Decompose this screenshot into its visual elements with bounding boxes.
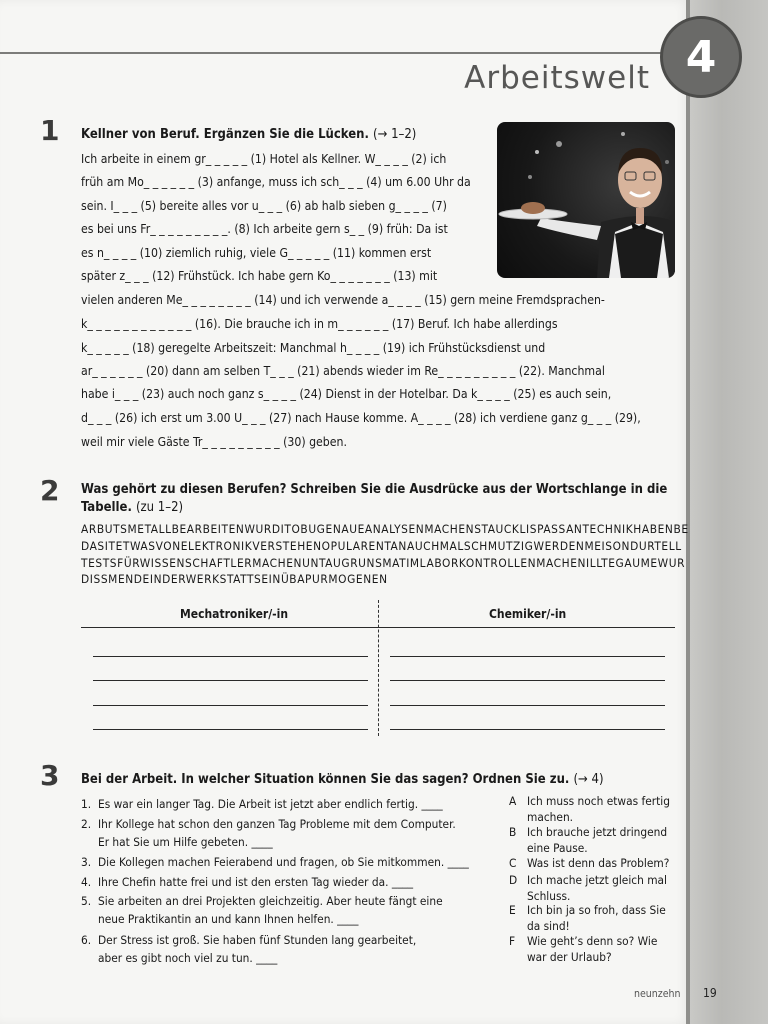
- situation-number: 3.: [81, 855, 92, 869]
- page-edge-line: [686, 0, 690, 1024]
- answer-option: [509, 903, 679, 934]
- exercise-2-heading: [81, 481, 667, 517]
- gap-text-line: habe i_ _ _ (23) auch noch ganz s_ _ _ _ (24) Dienst in der Hotelbar. Da k_ _ _ _ (25) es auch sein,: [81, 387, 612, 401]
- answer-letter: D: [509, 873, 518, 887]
- page-number-word: neunzehn: [634, 988, 681, 1000]
- chapter-badge: 4: [660, 16, 742, 98]
- answer-option: [509, 794, 679, 825]
- answer-text: da sind!: [527, 918, 570, 933]
- table-answer-line[interactable]: [93, 705, 368, 706]
- waiter-photo: [497, 122, 675, 278]
- answer-letter: C: [509, 856, 517, 870]
- page-edge: [690, 0, 768, 1024]
- gap-text-line: ar_ _ _ _ _ _ (20) dann am selben T_ _ _ (21) abends wieder im Re_ _ _ _ _ _ _ _ _ (22). Manchmal: [81, 364, 605, 378]
- word-snake-line: DASITETWASVONELEKTRONIKVERSTEHENOPULARENTANAUCHMALSCHMUTZIGWERDENMEISONDURTELL: [81, 539, 682, 553]
- gap-text-line: später z_ _ _ (12) Frühstück. Ich habe gern Ko_ _ _ _ _ _ _ (13) mit: [81, 269, 438, 283]
- exercise-1-title: Kellner von Beruf. Ergänzen Sie die Lücken.: [81, 127, 369, 142]
- answer-text: Wie geht’s denn so? Wie: [527, 934, 658, 948]
- exercise-1-heading: [81, 126, 416, 144]
- gap-text-line: sein. I_ _ _ (5) bereite alles vor u_ _ _ (6) ab halb sieben g_ _ _ _ (7): [81, 199, 447, 213]
- table-answer-line[interactable]: [93, 729, 368, 730]
- answer-option: [509, 856, 679, 872]
- chapter-title: Arbeitswelt: [464, 60, 650, 96]
- exercise-2-number: 2: [40, 474, 60, 507]
- situation-text: aber es gibt noch viel zu tun. ____: [98, 951, 278, 965]
- word-snake-line: ARBUTSMETALLBEARBEITENWURDITOBUGENAUEANALYSENMACHENSTAUCKLISPASSANTECHNIKHABENBE: [81, 522, 689, 536]
- exercise-1-number: 1: [40, 114, 60, 147]
- gap-text-line: k_ _ _ _ _ _ _ _ _ _ _ _ (16). Die brauche ich in m_ _ _ _ _ _ (17) Beruf. Ich habe allerdings: [81, 317, 558, 331]
- table-header-chemiker: Chemiker/-in: [489, 607, 567, 621]
- exercise-1-ref: (→ 1–2): [373, 127, 417, 142]
- situation-text: neue Praktikantin an und kann Ihnen helfen. ____: [98, 912, 359, 926]
- answer-letter: B: [509, 825, 517, 839]
- exercise-2-title-line1: Was gehört zu diesen Berufen? Schreiben Sie die Ausdrücke aus der Wortschlange in die: [81, 482, 668, 497]
- situation-number: 4.: [81, 875, 92, 889]
- exercise-2-ref: (zu 1–2): [135, 500, 184, 515]
- gap-text-line: d_ _ _ (26) ich erst um 3.00 U_ _ _ (27) nach Hause komme. A_ _ _ _ (28) ich verdiene ganz g_ _ _ (29),: [81, 411, 641, 425]
- table-header-mechatroniker: Mechatroniker/-in: [180, 607, 289, 621]
- answer-option: [509, 934, 679, 965]
- situation-text: Der Stress ist groß. Sie haben fünf Stunden lang gearbeitet,: [98, 933, 417, 947]
- waiter-illustration: [497, 122, 675, 278]
- answer-option: [509, 825, 679, 856]
- situation-number: 5.: [81, 894, 92, 908]
- situation-item: [81, 931, 481, 967]
- table-column-divider: [378, 600, 379, 736]
- gap-text-line: es n_ _ _ _ (10) ziemlich ruhig, viele G_ _ _ _ _ (11) kommen erst: [81, 246, 432, 260]
- answer-text: Ich muss noch etwas fertig: [527, 794, 670, 808]
- gap-text-line: Ich arbeite in einem gr_ _ _ _ _ (1) Hotel als Kellner. W_ _ _ _ (2) ich: [81, 152, 447, 166]
- answer-letter: E: [509, 903, 516, 917]
- table-answer-line[interactable]: [390, 729, 665, 730]
- exercise-3-heading: [81, 771, 604, 789]
- situation-item: [81, 815, 481, 851]
- situation-text: Er hat Sie um Hilfe gebeten. ____: [98, 835, 273, 849]
- answer-text: Ich mache jetzt gleich mal: [527, 873, 668, 887]
- exercise-3-number: 3: [40, 759, 60, 792]
- table-answer-line[interactable]: [390, 705, 665, 706]
- answer-text: Was ist denn das Problem?: [527, 856, 670, 870]
- answer-letter: F: [509, 934, 516, 948]
- header-rule: [0, 52, 690, 54]
- gap-text-line: vielen anderen Me_ _ _ _ _ _ _ _ (14) und ich verwende a_ _ _ _ (15) gern meine Fremdsprachen-: [81, 293, 605, 307]
- answer-letter: A: [509, 794, 517, 808]
- table-answer-line[interactable]: [93, 656, 368, 657]
- answer-text: Ich brauche jetzt dringend: [527, 825, 668, 839]
- word-snake-line: TESTSFÜRWISSENSCHAFTLERMACHENUNTAUGRUNSMATIMLABORKONTROLLENMACHENILLTEGAUMEWUR: [81, 556, 686, 570]
- table-answer-line[interactable]: [390, 656, 665, 657]
- situation-item: [81, 795, 481, 813]
- answer-text: Schluss.: [527, 888, 571, 903]
- situation-number: 6.: [81, 933, 92, 947]
- table-answer-line[interactable]: [390, 680, 665, 681]
- gap-text-line: früh am Mo_ _ _ _ _ _ (3) anfange, muss ich sch_ _ _ (4) um 6.00 Uhr da: [81, 175, 471, 189]
- situation-item: [81, 853, 481, 871]
- situation-number: 1.: [81, 797, 92, 811]
- situation-item: [81, 892, 481, 928]
- gap-text-line: weil mir viele Gäste Tr_ _ _ _ _ _ _ _ _ (30) geben.: [81, 435, 347, 449]
- gap-text-line: es bei uns Fr_ _ _ _ _ _ _ _ _. (8) Ich arbeite gern s_ _ (9) früh: Da ist: [81, 222, 448, 236]
- word-snake-line: DISSMENDEINDERWERKSTATTSEINÜBAPURMOGENEN: [81, 572, 388, 586]
- situation-text: Ihr Kollege hat schon den ganzen Tag Probleme mit dem Computer.: [98, 817, 456, 831]
- situation-number: 2.: [81, 817, 92, 831]
- gap-text-line: k_ _ _ _ _ (18) geregelte Arbeitszeit: Manchmal h_ _ _ _ (19) ich Frühstücksdienst und: [81, 341, 546, 355]
- answer-text: machen.: [527, 809, 574, 824]
- table-answer-line[interactable]: [93, 680, 368, 681]
- exercise-3-ref: (→ 4): [573, 772, 604, 787]
- answer-text: war der Urlaub?: [527, 949, 612, 964]
- exercise-2-title-line2: Tabelle.: [81, 500, 132, 515]
- situation-item: [81, 873, 481, 891]
- situation-text: Die Kollegen machen Feierabend und fragen, ob Sie mitkommen. ____: [98, 855, 469, 869]
- answer-text: Ich bin ja so froh, dass Sie: [527, 903, 666, 917]
- answer-text: eine Pause.: [527, 840, 588, 855]
- page-number: 19: [703, 986, 717, 1000]
- situation-text: Ihre Chefin hatte frei und ist den ersten Tag wieder da. ____: [98, 875, 414, 889]
- table-header-rule: [81, 627, 675, 628]
- exercise-3-title: Bei der Arbeit. In welcher Situation können Sie das sagen? Ordnen Sie zu.: [81, 772, 570, 787]
- answer-option: [509, 873, 679, 904]
- situation-text: Es war ein langer Tag. Die Arbeit ist jetzt aber endlich fertig. ____: [98, 797, 443, 811]
- situation-text: Sie arbeiten an drei Projekten gleichzeitig. Aber heute fängt eine: [98, 894, 443, 908]
